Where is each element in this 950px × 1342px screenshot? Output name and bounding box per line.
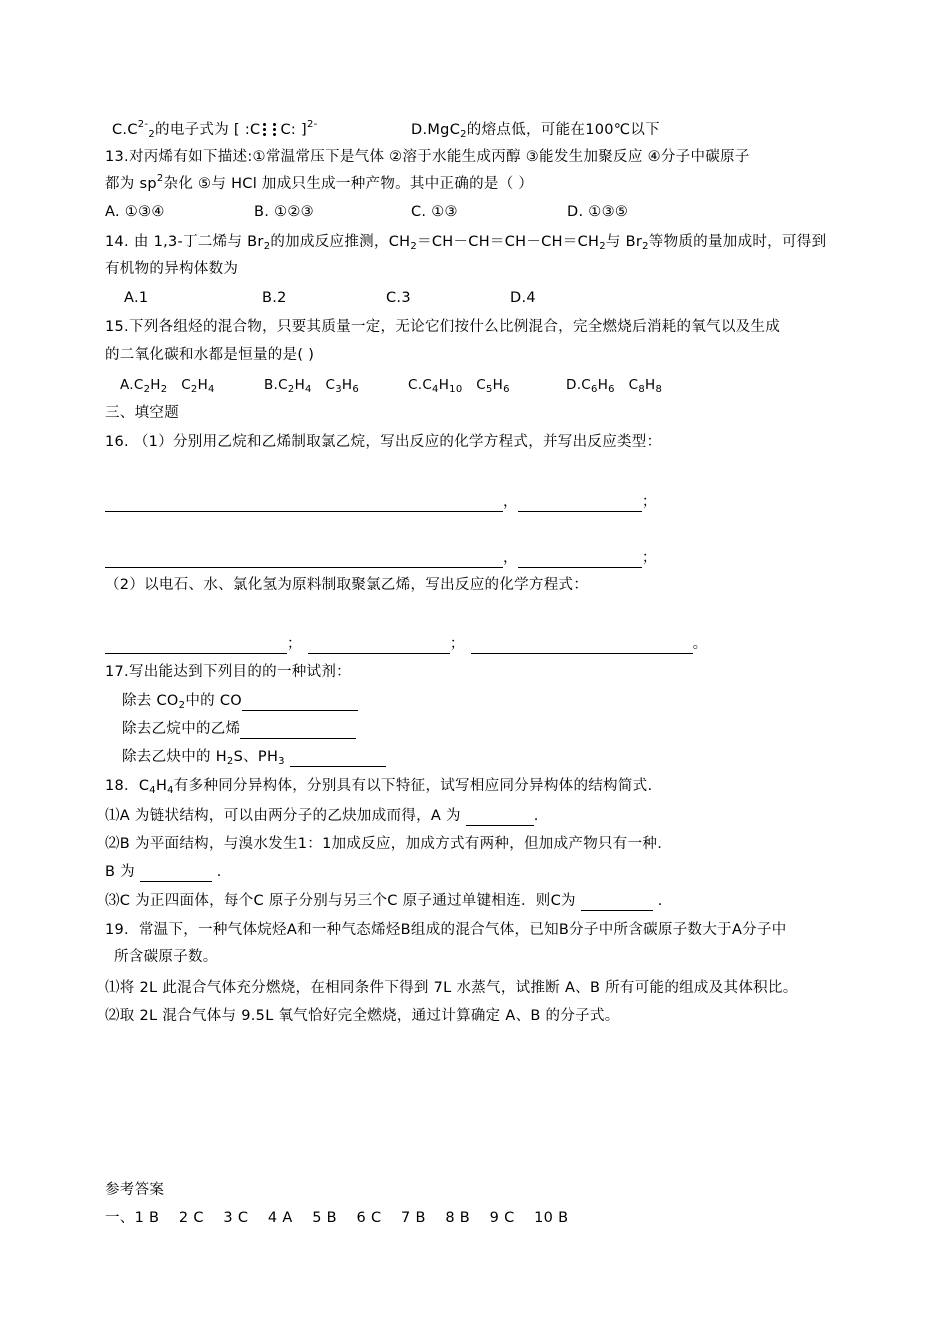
q19-stem-line1: 19．常温下，一种气体烷烃A和一种气态烯烃B组成的混合气体，已知B分子中所含碳原子数大于A分子中 [105,922,787,938]
answer-blank[interactable] [105,495,503,512]
q14-stem-line2: 有机物的异构体数为 [105,261,239,277]
q14-stem-line1: 14. 由 1,3-丁二烯与 $Br_2$的加成反应推测，$CH_2=CH-CH=CH-CH=CH_2$与 $Br_2$等物质的量加成时，可得到 [105,234,827,252]
q13-stem-line1: 13.对丙烯有如下描述:①常温常压下是气体 ②溶于水能生成丙醇 ③能发生加聚反应 ④分子中碳原子 [105,149,750,165]
answer-blank[interactable] [105,551,503,568]
q18-title: 18．$C_4H_4$有多种同分异构体，分别具有以下特征，试写相应同分异构体的结构简式. [105,778,653,796]
q13-option-a: A. ①③④ [105,204,165,220]
q14-option-b: B.2 [262,290,287,306]
q13-option-c: C. ①③ [411,204,458,220]
q15-stem-line1: 15.下列各组烃的混合物，只要其质量一定，无论它们按什么比例混合，完全燃烧后消耗的氧气以及生成 [105,319,781,335]
answer-blank[interactable] [466,809,534,826]
answer-blank[interactable] [140,865,212,882]
electron-dots-icon [272,121,278,139]
answer-blank[interactable] [290,750,386,767]
q18-part-b2: B 为 . [105,864,222,880]
answers-line: 一、1 B 2 C 3 C 4 A 5 B 6 C 7 B 8 B 9 C 10 B [105,1210,569,1226]
q17-item1: 除去 $CO_2$中的 CO [122,691,358,711]
q14-option-d: D.4 [510,290,536,306]
q16-part2: （2）以电石、水、氯化氢为原料制取聚氯乙烯，写出反应的化学方程式： [105,577,589,593]
q13-option-b: B. ①②③ [254,204,314,220]
q17-title: 17.写出能达到下列目的的一种试剂： [105,664,351,680]
answer-blank[interactable] [242,694,358,711]
answer-blank[interactable] [308,637,450,654]
q16-part1: 16. （1）分别用乙烷和乙烯制取氯乙烷，写出反应的化学方程式，并写出反应类型： [105,434,662,450]
q16-answer-row2: ， ； [105,548,657,568]
answer-blank[interactable] [240,722,356,739]
q19-part2: ⑵取 2L 混合气体与 9.5L 氧气恰好完全燃烧，通过计算确定 A、B 的分子式。 [105,1008,620,1024]
answer-blank[interactable] [581,894,653,911]
q14-option-a: A.1 [124,290,149,306]
q18-part-a: ⑴A 为链状结构，可以由两分子的乙炔加成而得，A 为 . [105,808,539,824]
q14-option-c: C.3 [386,290,411,306]
q13-stem-line2: 都为 $sp^2$杂化 ⑤与 HCl 加成只生成一种产物。其中正确的是（ ） [105,173,534,192]
q15-option-c: $C.C_4H_{10}$ $C_5H_6$ [408,377,510,395]
q12-option-c: $C.C^{2-}_2$的电子式为 [ :C C: ]$^{2-}$ [112,119,318,140]
q15-option-d: $D.C_6H_6$ $C_8H_8$ [566,377,663,395]
q19-part1: ⑴将 2L 此混合气体充分燃烧，在相同条件下得到 7L 水蒸气，试推断 A、B 所有可能的组成及其体积比。 [105,980,798,996]
q13-option-d: D. ①③⑤ [567,204,629,220]
answer-blank[interactable] [105,637,287,654]
q15-option-b: $B.C_2H_4$ $C_3H_6$ [264,377,359,395]
q18-part-b: ⑵B 为平面结构，与溴水发生1：1加成反应，加成方式有两种，但加成产物只有一种. [105,836,663,852]
q12-option-d: D.MgC$_2$的熔点低，可能在100℃以下 [411,122,660,140]
q17-item2: 除去乙烷中的乙烯 [122,719,356,739]
q18-part-c: ⑶C 为正四面体，每个C 原子分别与另三个C 原子通过单键相连．则C为 . [105,893,663,909]
answers-title: 参考答案 [105,1182,165,1198]
q15-option-a: $A.C_2H_2$ $C_2H_4$ [120,377,215,395]
section-heading: 三、填空题 [105,405,179,421]
electron-dots-icon [262,121,268,139]
q17-item3: 除去乙炔中的 $H_2S$、$PH_3$ [122,747,386,767]
answer-blank[interactable] [518,495,642,512]
q19-stem-line2: 所含碳原子数。 [114,949,218,965]
answer-blank[interactable] [518,551,642,568]
answer-blank[interactable] [471,637,693,654]
q16-answer-row3: ； ； 。 [105,634,707,654]
q16-answer-row1: ， ； [105,492,657,512]
q15-stem-line2: 的二氧化碳和水都是恒量的是( ) [105,347,315,363]
